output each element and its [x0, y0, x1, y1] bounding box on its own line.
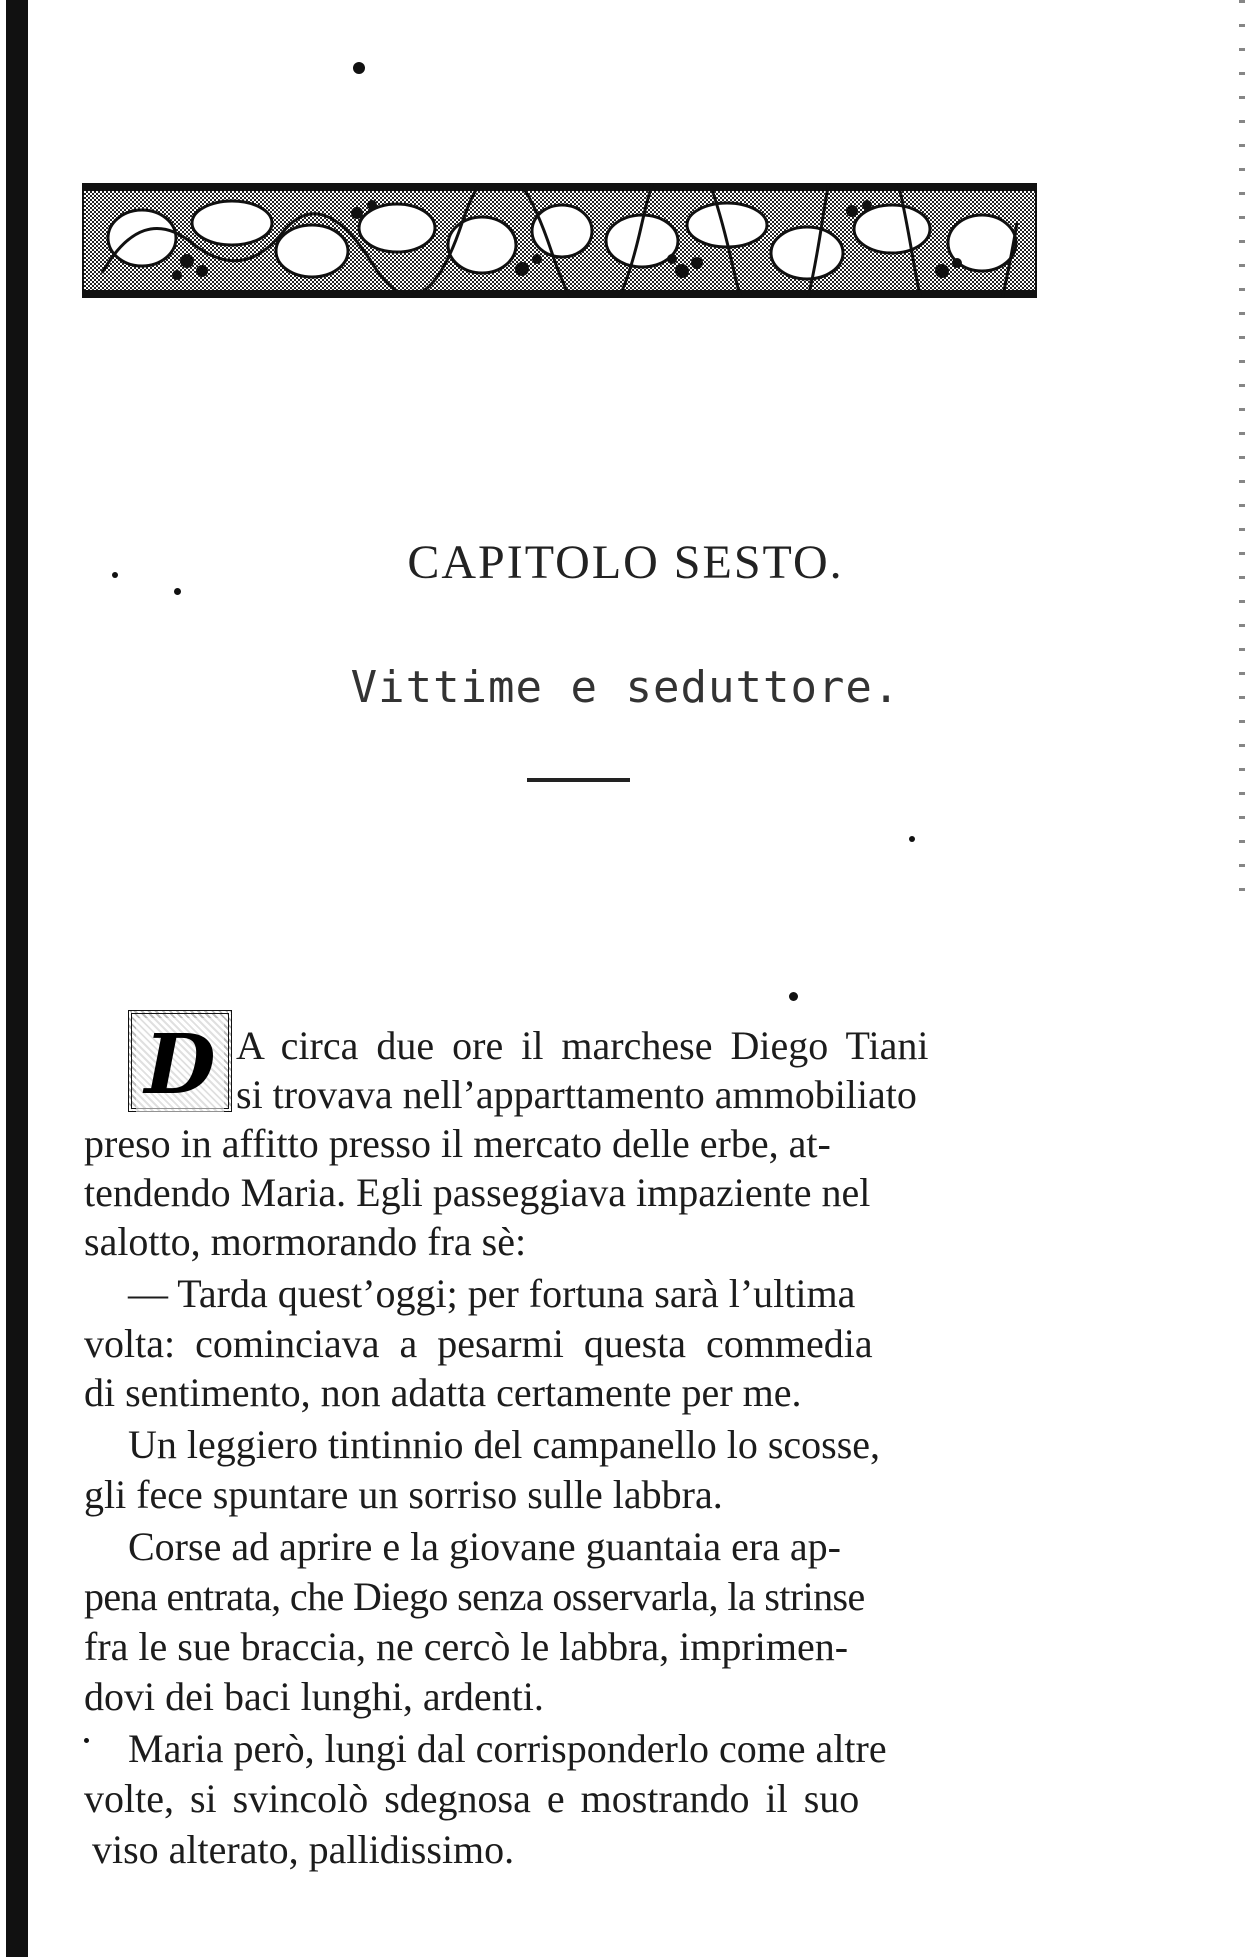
text-line: dovi dei baci lunghi, ardenti. [84, 1674, 544, 1719]
drop-cap-letter: D [136, 1018, 224, 1112]
text-line: A circa due ore il marchese Diego Tiani [236, 1023, 929, 1068]
text-line: Maria però, lungi dal corrisponderlo come altre [128, 1726, 887, 1771]
text-line: gli fece spuntare un sorriso sulle labbra. [84, 1472, 723, 1517]
drop-cap-initial [128, 1010, 232, 1112]
text-line: tendendo Maria. Egli passeggiava impaziente nel [84, 1170, 871, 1215]
chapter-subtitle: Vittime e seduttore. [350, 662, 901, 713]
text-line: volta: cominciava a pesarmi questa commedia [84, 1321, 873, 1366]
text-line: pena entrata, che Diego senza osservarla, la strinse [84, 1574, 865, 1619]
text-line: — Tarda quest’oggi; per fortuna sarà l’ultima [128, 1271, 856, 1316]
floral-ornament-banner [82, 183, 1037, 298]
page-right-edge-speckle [1239, 0, 1245, 900]
text-line: salotto, mormorando fra sè: [84, 1219, 527, 1264]
text-line: fra le sue braccia, ne cercò le labbra, imprimen- [84, 1624, 849, 1669]
text-line: volte, si svincolò sdegnosa e mostrando il suo [84, 1776, 860, 1821]
text-line: Un leggiero tintinnio del campanello lo scosse, [128, 1422, 881, 1467]
page-binding-edge [6, 0, 28, 1957]
text-line: Corse ad aprire e la giovane guantaia era ap- [128, 1524, 841, 1569]
ink-speck [789, 992, 798, 1001]
text-line: viso alterato, pallidissimo. [92, 1827, 515, 1872]
text-line: si trovava nell’apparttamento ammobiliato [236, 1072, 917, 1117]
text-line: preso in affitto presso il mercato delle erbe, at- [84, 1121, 831, 1166]
ink-speck [909, 836, 915, 842]
text-line: di sentimento, non adatta certamente per me. [84, 1370, 802, 1415]
ink-speck [353, 62, 365, 74]
title-divider [527, 778, 630, 782]
ink-speck [84, 1738, 89, 1743]
chapter-title: CAPITOLO SESTO. [407, 536, 844, 589]
